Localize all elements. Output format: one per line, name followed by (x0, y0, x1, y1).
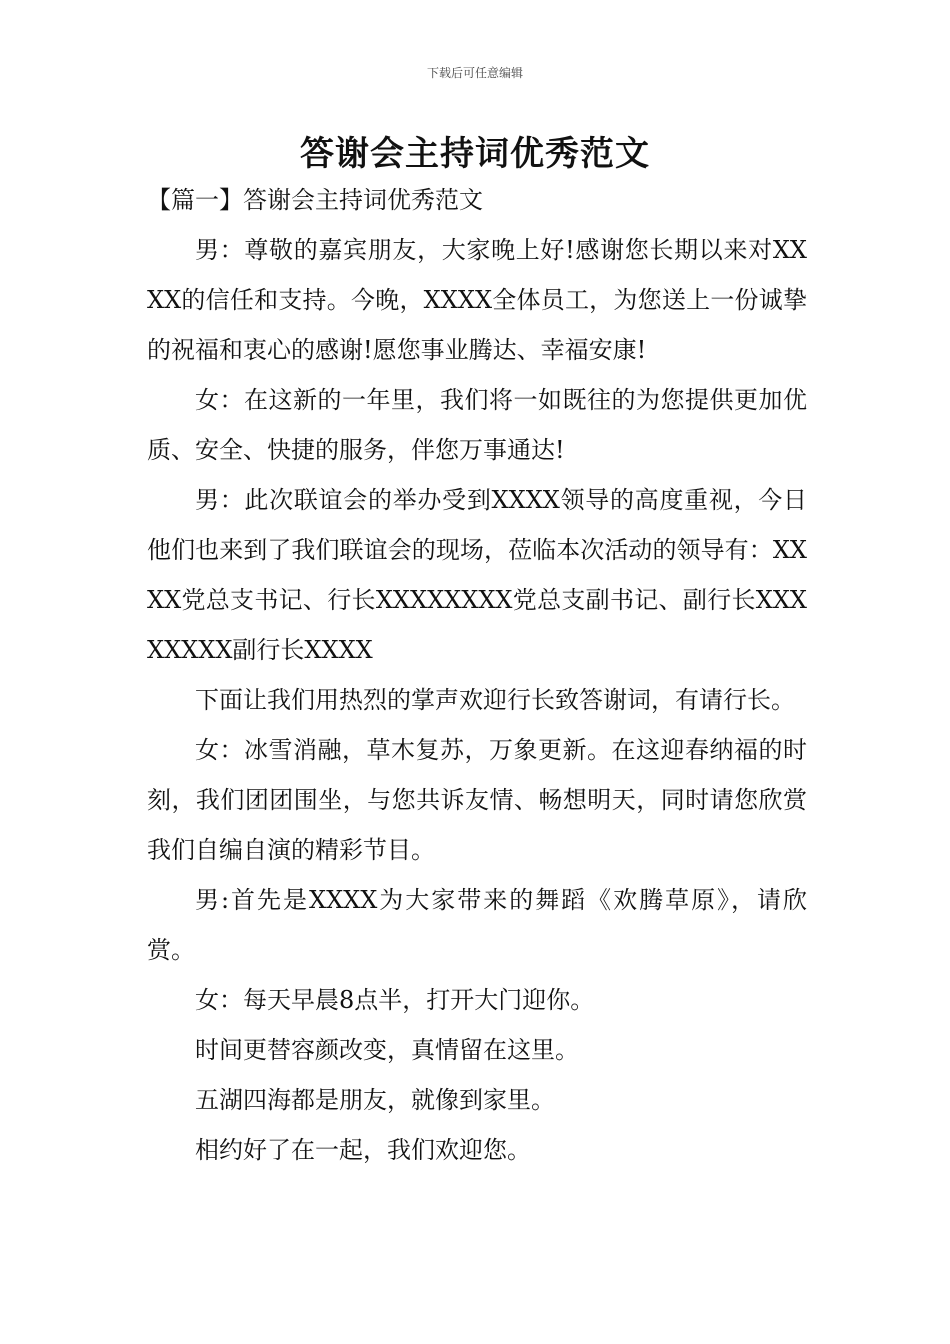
paragraph: 五湖四海都是朋友，就像到家里。 (195, 1086, 555, 1114)
header-note: 下载后可任意编辑 (426, 66, 523, 80)
paragraph: 时间更替容颜改变，真情留在这里。 (195, 1036, 579, 1064)
paragraph: 男:首先是XXXX为大家带来的舞蹈《欢腾草原》，请欣赏。 (147, 886, 807, 964)
paragraph: 下面让我们用热烈的掌声欢迎行长致答谢词，有请行长。 (195, 686, 795, 714)
document-body (147, 178, 807, 1175)
document-title: 答谢会主持词优秀范文 (300, 134, 650, 174)
paragraph: 相约好了在一起，我们欢迎您。 (195, 1136, 531, 1164)
paragraph: 男：此次联谊会的举办受到XXXX领导的高度重视，今日他们也来到了我们联谊会的现场，莅临本次活动的领导有：XXXX党总支书记、行长XXXXXXXX党总支副书记、副行长XXXXXXXX副行长XXXX (147, 486, 807, 664)
paragraph: 女：每天早晨8点半，打开大门迎你。 (195, 986, 595, 1014)
paragraph: 女：在这新的一年里，我们将一如既往的为您提供更加优质、安全、快捷的服务，伴您万事通达! (147, 386, 807, 464)
paragraph: 女：冰雪消融，草木复苏，万象更新。在这迎春纳福的时刻，我们团团围坐，与您共诉友情、畅想明天，同时请您欣赏我们自编自演的精彩节目。 (147, 736, 807, 864)
paragraph: 男：尊敬的嘉宾朋友，大家晚上好!感谢您长期以来对XXXX的信任和支持。今晚，XXXX全体员工，为您送上一份诚挚的祝福和衷心的感谢!愿您事业腾达、幸福安康! (147, 236, 807, 364)
section-heading: 【篇一】答谢会主持词优秀范文 (147, 186, 483, 214)
